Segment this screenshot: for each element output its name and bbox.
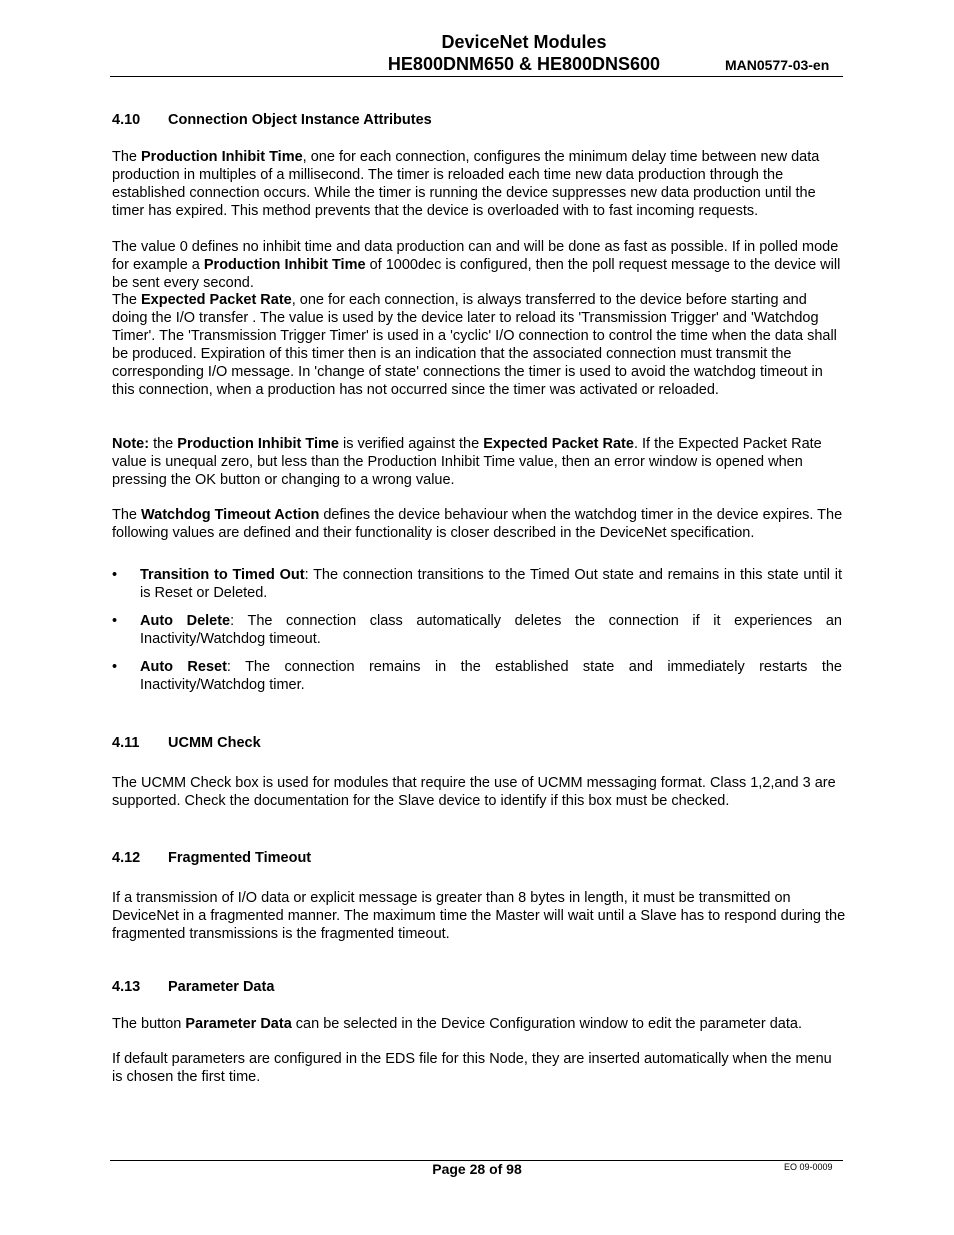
text-run: is verified against the (338, 436, 484, 452)
text-run: . If the Expected Packet Rate value is unequal zero, but less than the Production Inhibit Time value, then an error window is opened when pressing the OK button or changing to a wrong value. (112, 436, 822, 488)
bold-term: Expected Packet Rate (141, 292, 292, 308)
section-number: 4.13 (112, 979, 141, 995)
paragraph-default-parameters: If default parameters are configured in the EDS file for this Node, they are inserted automatically when the menu is chosen the first time. (112, 1051, 832, 1085)
bold-term: Parameter Data (185, 1016, 292, 1032)
bullet-item-transition-to-timed-out (112, 566, 842, 602)
header-title-line1: DeviceNet Modules (441, 32, 607, 52)
section-heading-4-11 (112, 735, 261, 751)
text-run: The (112, 292, 142, 308)
bullet-text: : The connection class automatically deletes the connection if it experiences an Inactivity/Watchdog timeout. (140, 613, 842, 647)
bold-term: Production Inhibit Time (203, 257, 366, 273)
text-run: , one for each connection, configures the minimum delay time between new data production in multiples of a millisecond. The timer is reloaded each time new data production through the established connection occurs. While the timer is running the device suppresses new data production until the timer has expired. This method prevents that the device is overloaded with to fast incoming requests. (112, 149, 820, 219)
bullet-term: Auto Reset (140, 659, 227, 675)
bullet-marker: • (112, 659, 118, 675)
section-title: Fragmented Timeout (168, 850, 312, 866)
section-number: 4.10 (112, 112, 141, 128)
text-run: can be selected in the Device Configuration window to edit the parameter data. (291, 1016, 802, 1032)
section-title: UCMM Check (168, 735, 261, 751)
section-title: Connection Object Instance Attributes (168, 112, 432, 128)
bullet-text: : The connection remains in the established state and immediately restarts the Inactivity/Watchdog timer. (140, 659, 842, 693)
paragraph-fragmented-timeout: If a transmission of I/O data or explicit message is greater than 8 bytes in length, it must be transmitted on DeviceNet in a fragmented manner. The maximum time the Master will wait until a Slave has to respond during the fragmented transmissions is the fragmented timeout. (112, 890, 846, 942)
text-run: The (112, 149, 142, 165)
header-title-line2: HE800DNM650 & HE800DNS600 (387, 54, 661, 74)
text-run: defines the device behaviour when the watchdog timer in the device expires. The following values are defined and their functionality is closer described in the DeviceNet specification. (112, 507, 843, 541)
bullet-marker: • (112, 613, 118, 629)
section-heading-4-13 (112, 979, 274, 995)
bullet-text: : The connection transitions to the Timed Out state and remains in this state until it is Reset or Deleted. (140, 567, 842, 601)
bullet-item-auto-delete (112, 612, 842, 648)
text-run: The button (112, 1016, 186, 1032)
bullet-item-auto-reset (112, 658, 842, 694)
bold-term: Expected Packet Rate (483, 436, 634, 452)
paragraph-note (112, 435, 846, 489)
text-run: The (112, 507, 142, 523)
paragraph-ucmm-check: The UCMM Check box is used for modules that require the use of UCMM messaging format. Class 1,2,and 3 are supported. Check the documentation for the Slave device to identify if this box must be checked. (112, 775, 836, 809)
bullet-term: Transition to Timed Out (140, 567, 305, 583)
footer-eo-code: EO 09-0009 (784, 1162, 833, 1172)
note-label: Note: (112, 436, 150, 452)
paragraph-watchdog-timeout-action (112, 506, 846, 542)
paragraph-expected-packet-rate (112, 291, 846, 399)
bullet-term: Auto Delete (140, 613, 231, 629)
paragraph-inhibit-zero (112, 238, 846, 292)
header-divider (110, 76, 843, 77)
paragraph-production-inhibit-time (112, 148, 846, 220)
section-number: 4.11 (112, 735, 140, 751)
bullet-marker: • (112, 567, 118, 583)
page-number: Page 28 of 98 (432, 1161, 522, 1177)
text-run: the (149, 436, 178, 452)
bold-term: Watchdog Timeout Action (141, 507, 320, 523)
bold-term: Production Inhibit Time (141, 149, 303, 165)
section-heading-4-10 (112, 112, 432, 128)
bold-term: Production Inhibit Time (177, 436, 339, 452)
text-run: , one for each connection, is always transferred to the device before starting and doing the I/O transfer . The value is used by the device later to reload its 'Transmission Trigger' and 'Watchdog Timer'. The 'Transmission Trigger Timer' is used in a 'cyclic' I/O connection to control the time when the data shall be produced. Expiration of this timer then is an indication that the associated connection must transmit the corresponding I/O message. In 'change of state' connections the timer is used to avoid the watchdog timeout in this connection, when a production has not occurred since the timer was activated or reloaded. (112, 292, 837, 398)
paragraph-parameter-data-button (112, 1015, 846, 1033)
header-doc-id: MAN0577-03-en (725, 57, 830, 73)
section-number: 4.12 (112, 850, 141, 866)
section-title: Parameter Data (168, 979, 275, 995)
section-heading-4-12 (112, 850, 311, 866)
text-run: The value 0 defines no inhibit time and data production can and will be done as fast as possible. If in polled mode for example a (112, 239, 839, 273)
text-run: of 1000dec is configured, then the poll request message to the device will be sent every second. (112, 257, 841, 291)
